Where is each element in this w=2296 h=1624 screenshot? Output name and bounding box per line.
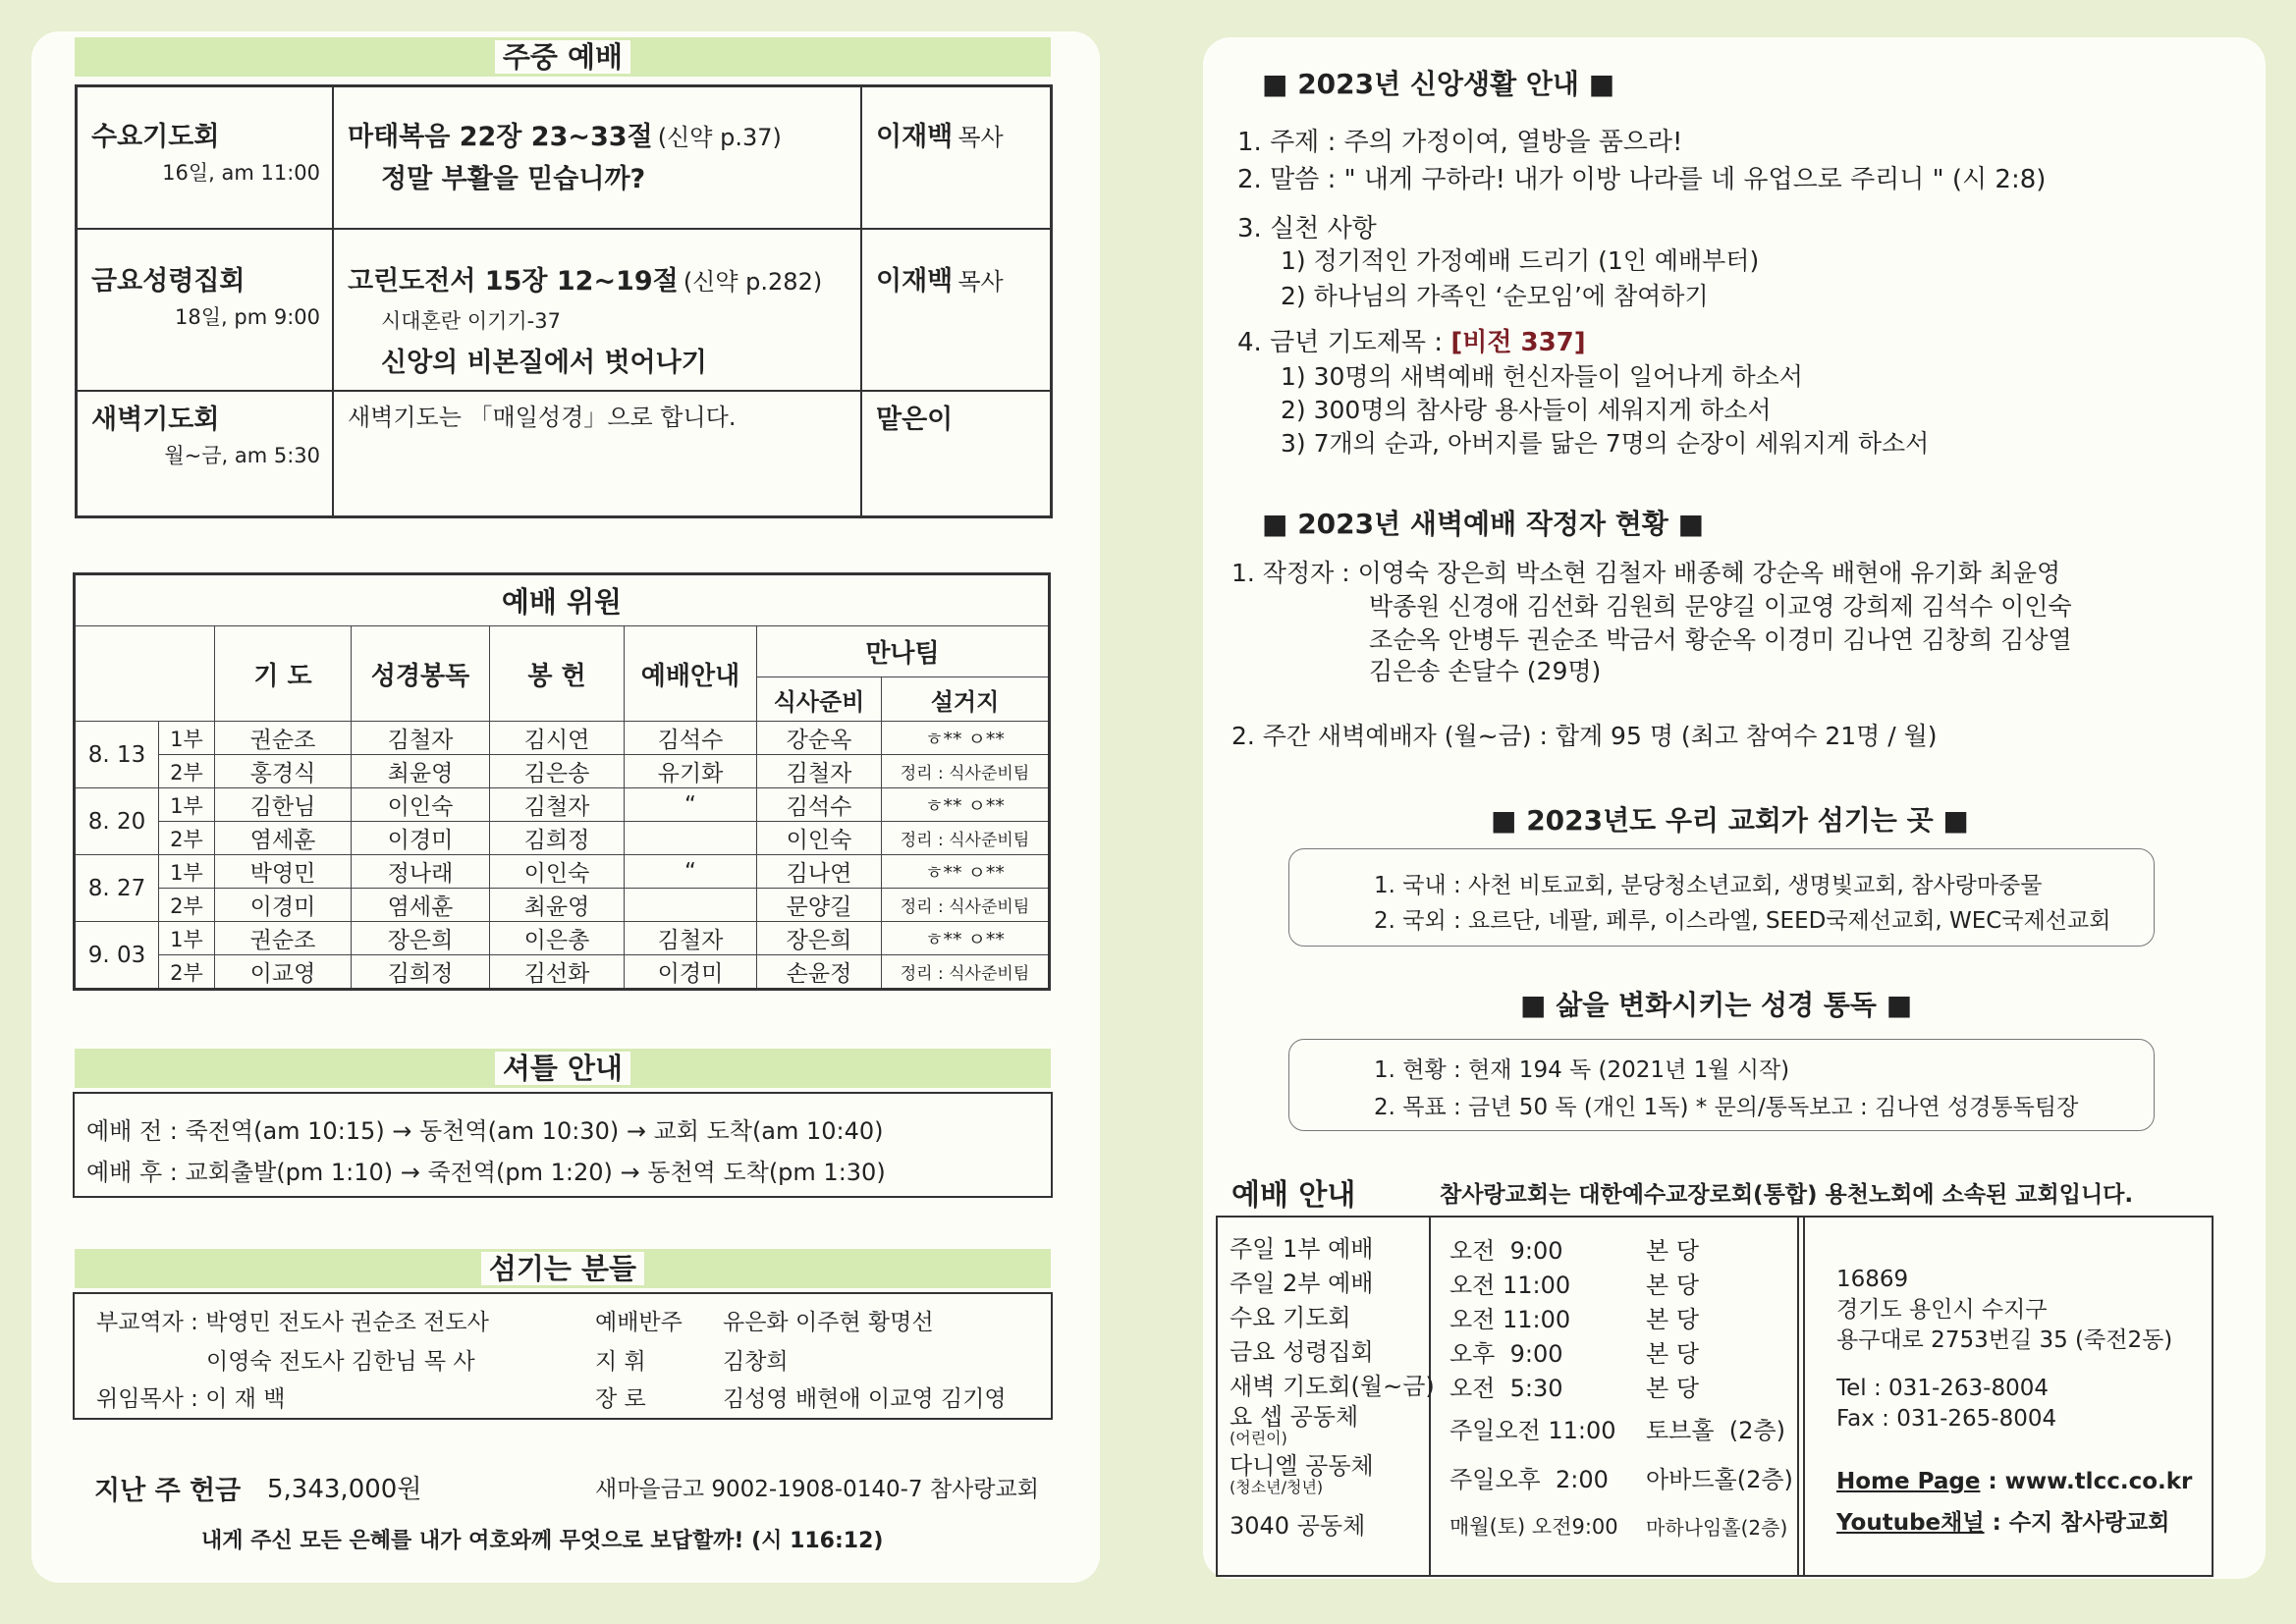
roster-cell-prayer: 박영민: [215, 855, 352, 889]
roster-cell-dishes: 정리 : 식사준비팀: [882, 822, 1050, 855]
roster-part: 2부: [159, 955, 215, 990]
weekly-worship-table: 수요기도회 16일, am 11:00 마태복음 22장 23~33절 (신약 p.37) 정말 부활을 믿습니까? 이재백 목사 금요성령집회 18일, pm 9:00 고린도전서 15장 12~19절 (신약 p.282) 시대혼란 이기기-37 신앙의 비본질에서 벗어나기 이재백 목사 새벽기도회 월~금, am 5:30 새벽기도는 「매일성경」으로 합니다. 맡은이: [75, 84, 1053, 518]
col-dishes: 설거지: [882, 677, 1050, 722]
schedule-place: 아바드홀(2층): [1646, 1465, 1793, 1493]
roster-cell-meal: 김석수: [757, 788, 882, 822]
address-block: [1836, 1265, 2172, 1435]
prayer-goal: 2) 300명의 참사랑 용사들이 세워지게 하소서: [1281, 396, 1772, 424]
service-name: 금요성령집회: [91, 265, 246, 297]
roster-date: 8. 13: [75, 722, 159, 788]
shuttle-after: 예배 후 : 교회출발(pm 1:10) → 죽전역(pm 1:20) → 동천역 도착(pm 1:30): [86, 1159, 886, 1186]
roster-row: [75, 955, 1050, 990]
zip-code: 16869: [1836, 1267, 1909, 1292]
faith-title: ■ 2023년 신앙생활 안내 ■: [1262, 68, 1615, 100]
roster-row: [75, 755, 1050, 788]
schedule-table: [1230, 1231, 1793, 1550]
schedule-name: 수요 기도회: [1230, 1303, 1351, 1331]
schedule-time: 주일오후 2:00: [1449, 1465, 1609, 1493]
dawn-title: ■ 2023년 새벽예배 작정자 현황 ■: [1262, 508, 1705, 540]
vision-tag: [비전 337]: [1450, 328, 1586, 357]
shuttle-box: [73, 1092, 1053, 1198]
info-box: [1216, 1216, 2214, 1577]
affiliation: 참사랑교회는 대한예수교장로회(통합) 용천노회에 소속된 교회입니다.: [1440, 1182, 2134, 1208]
schedule-row: [1230, 1266, 1793, 1300]
roster-cell-prayer: 권순조: [215, 722, 352, 755]
youtube[interactable]: Youtube채널 : 수지 참사랑교회: [1836, 1510, 2170, 1536]
schedule-name: 다니엘 공동체: [1230, 1452, 1374, 1480]
schedule-row: [1230, 1501, 1793, 1550]
roster-cell-dishes: ㅎ** ㅇ**: [882, 788, 1050, 822]
bible-goal: 2. 목표 : 금년 50 독 (개인 1독) * 문의/통독보고 : 김나연 성경통독팀장: [1374, 1095, 2079, 1120]
roster-cell-reading: 이인숙: [352, 788, 490, 822]
roster-cell-reading: 김희정: [352, 955, 490, 990]
roster-cell-usher: [625, 889, 757, 922]
schedule-name: 주일 1부 예배: [1230, 1234, 1374, 1263]
worship-section-header: 주중 예배: [75, 37, 1051, 77]
roster-cell-reading: 염세훈: [352, 889, 490, 922]
practice-item: 1) 정기적인 가정예배 드리기 (1인 예배부터): [1281, 246, 1760, 275]
sermon-title: 정말 부활을 믿습니까?: [381, 164, 646, 194]
roster-cell-usher: 김철자: [625, 922, 757, 955]
dawn-list: 1. 작정자 : 이영숙 장은희 박소현 김철자 배종혜 강순옥 배현애 유기화 최윤영: [1231, 559, 2061, 587]
roster-date: 8. 27: [75, 855, 159, 922]
staff-line: 위임목사 : 이 재 백: [96, 1386, 286, 1412]
schedule-name: 요 셉 공동체: [1230, 1403, 1359, 1431]
roster-cell-prayer: 이경미: [215, 889, 352, 922]
col-prayer: 기 도: [215, 626, 352, 722]
staff-box: [73, 1292, 1053, 1420]
serve-domestic: 1. 국내 : 사천 비토교회, 분당청소년교회, 생명빛교회, 참사랑마중물: [1374, 873, 2043, 898]
roster-cell-meal: 강순옥: [757, 722, 882, 755]
dawn-list: 조순옥 안병두 권순조 박금서 황순옥 이경미 김나연 김창희 김상열: [1369, 625, 2072, 654]
serve-title: ■ 2023년도 우리 교회가 섬기는 곳 ■: [1491, 804, 1969, 837]
schedule-time: 오후 9:00: [1449, 1340, 1563, 1368]
dawn-list: 김은송 손달수 (29명): [1369, 657, 1602, 685]
shuttle-section-header: 셔틀 안내: [75, 1049, 1051, 1088]
staff-line: 이영숙 전도사 김한님 목 사: [206, 1349, 475, 1375]
roster-cell-usher: “: [625, 788, 757, 822]
roster-cell-dishes: ㅎ** ㅇ**: [882, 922, 1050, 955]
roster-cell-offering: 김희정: [490, 822, 625, 855]
roster-part: 1부: [159, 922, 215, 955]
roster-cell-offering: 김선화: [490, 955, 625, 990]
roster-part: 1부: [159, 788, 215, 822]
staff-role: 장 로: [595, 1386, 646, 1412]
roster-cell-prayer: 홍경식: [215, 755, 352, 788]
schedule-place: 본 당: [1646, 1340, 1699, 1368]
sermon-series: 시대혼란 이기기-37: [381, 308, 561, 333]
roster-cell-dishes: ㅎ** ㅇ**: [882, 855, 1050, 889]
schedule-name: 주일 2부 예배: [1230, 1269, 1374, 1297]
schedule-time: 매월(토) 오전9:00: [1449, 1515, 1618, 1539]
roster-part: 1부: [159, 722, 215, 755]
homepage[interactable]: Home Page : www.tlcc.co.kr: [1836, 1469, 2193, 1494]
theme: 1. 주제 : 주의 가정이여, 열방을 품으라!: [1237, 128, 1683, 157]
schedule-place: 본 당: [1646, 1375, 1699, 1402]
roster-cell-reading: 장은희: [352, 922, 490, 955]
service-name: 새벽기도회: [91, 404, 220, 435]
col-usher: 예배안내: [625, 626, 757, 722]
roster-cell-dishes: 정리 : 식사준비팀: [882, 955, 1050, 990]
roster-cell-reading: 김철자: [352, 722, 490, 755]
roster-row: [75, 889, 1050, 922]
schedule-name: 3040 공동체: [1230, 1512, 1366, 1540]
roster-part: 2부: [159, 755, 215, 788]
bible-verse: 내게 주신 모든 은혜를 내가 여호와께 무엇으로 보답할까! (시 116:12): [201, 1529, 884, 1553]
roster-row: [75, 788, 1050, 822]
tel: Tel : 031-263-8004: [1836, 1376, 2049, 1401]
service-time: 월~금, am 5:30: [164, 443, 320, 467]
roster-cell-reading: 이경미: [352, 822, 490, 855]
practice-item: 2) 하나님의 가족인 ‘순모임’에 참여하기: [1281, 282, 1709, 310]
staff-section-header: 섬기는 분들: [75, 1249, 1051, 1288]
schedule-place: 토브홀 (2층): [1646, 1416, 1785, 1444]
roster-cell-offering: 김철자: [490, 788, 625, 822]
schedule-row: [1230, 1403, 1793, 1452]
scripture: 마태복음 22장 23~33절: [348, 122, 653, 152]
bible-title: ■ 삶을 변화시키는 성경 통독 ■: [1520, 989, 1913, 1021]
roster-date: 8. 20: [75, 788, 159, 855]
roster-cell-usher: 유기화: [625, 755, 757, 788]
roster-row: [75, 822, 1050, 855]
staff-role: 지 휘: [595, 1349, 646, 1375]
schedule-row: [1230, 1369, 1793, 1403]
bank-account: 새마을금고 9002-1908-0140-7 참사랑교회: [595, 1477, 1039, 1502]
col-offering: 봉 헌: [490, 626, 625, 722]
roster-table: [73, 572, 1051, 991]
service-name: 수요기도회: [91, 122, 220, 152]
schedule-sub: (어린이): [1230, 1429, 1287, 1447]
roster-cell-offering: 김시연: [490, 722, 625, 755]
roster-cell-meal: 문양길: [757, 889, 882, 922]
schedule-time: 오전 9:00: [1449, 1237, 1563, 1265]
service-time: 16일, am 11:00: [162, 161, 320, 185]
roster-cell-dishes: 정리 : 식사준비팀: [882, 889, 1050, 922]
roster-cell-usher: 이경미: [625, 955, 757, 990]
preacher: 이재백: [876, 265, 954, 297]
roster-cell-dishes: 정리 : 식사준비팀: [882, 755, 1050, 788]
schedule-row: [1230, 1334, 1793, 1369]
offering-amount: 5,343,000원: [267, 1475, 422, 1504]
roster-cell-reading: 정나래: [352, 855, 490, 889]
roster-cell-prayer: 이교영: [215, 955, 352, 990]
divider: [1797, 1218, 1805, 1575]
practice-heading: 3. 실천 사항: [1237, 214, 1377, 244]
staff-role: 예배반주: [595, 1310, 683, 1335]
schedule-place: 본 당: [1646, 1306, 1699, 1333]
roster-row: [75, 922, 1050, 955]
staff-members: 유은화 이주현 황명선: [723, 1310, 934, 1335]
schedule-place: 본 당: [1646, 1272, 1699, 1299]
schedule-time: 주일오전 11:00: [1449, 1416, 1616, 1444]
roster-part: 2부: [159, 889, 215, 922]
offering-label: 지난 주 헌금: [94, 1476, 242, 1506]
schedule-row: [1230, 1452, 1793, 1501]
roster-cell-offering: 이은총: [490, 922, 625, 955]
dawn-note: 새벽기도는 「매일성경」으로 합니다.: [348, 403, 737, 431]
roster-row: [75, 722, 1050, 755]
schedule-place: 본 당: [1646, 1237, 1699, 1265]
roster-cell-prayer: 염세훈: [215, 822, 352, 855]
roster-cell-usher: 김석수: [625, 722, 757, 755]
roster-cell-meal: 김나연: [757, 855, 882, 889]
roster-cell-usher: [625, 822, 757, 855]
roster-cell-reading: 최윤영: [352, 755, 490, 788]
roster-cell-dishes: ㅎ** ㅇ**: [882, 722, 1050, 755]
preacher: 맡은이: [876, 404, 954, 435]
roster-cell-offering: 이인숙: [490, 855, 625, 889]
schedule-time: 오전 11:00: [1449, 1306, 1571, 1333]
serve-overseas: 2. 국외 : 요르단, 네팔, 페루, 이스라엘, SEED국제선교회, WEC국제선교회: [1374, 908, 2111, 934]
roster-title: 예배 위원: [75, 574, 1050, 626]
roster-cell-meal: 장은희: [757, 922, 882, 955]
staff-members: 김성영 배현애 이교영 김기영: [723, 1386, 1007, 1412]
schedule-row: [1230, 1231, 1793, 1266]
prayer-goal: 3) 7개의 순과, 아버지를 닮은 7명의 순장이 세워지게 하소서: [1281, 429, 1930, 458]
serve-box: [1288, 848, 2155, 947]
schedule-name: 새벽 기도회(월~금): [1230, 1372, 1435, 1400]
roster-row: [75, 855, 1050, 889]
schedule-sub: (청소년/청년): [1230, 1478, 1324, 1496]
address: 용구대로 2753번길 35 (죽전2동): [1836, 1327, 2173, 1353]
roster-cell-usher: “: [625, 855, 757, 889]
prayer-heading: 4. 금년 기도제목 : [비전 337]: [1237, 328, 1586, 357]
dawn-list: 박종원 신경애 김선화 김원희 문양길 이교영 강희제 김석수 이인숙: [1369, 592, 2072, 621]
roster-part: 2부: [159, 822, 215, 855]
staff-members: 김창희: [723, 1349, 789, 1375]
sermon-title: 신앙의 비본질에서 벗어나기: [381, 347, 707, 378]
schedule-name: 금요 성령집회: [1230, 1337, 1374, 1366]
info-title: 예배 안내: [1231, 1178, 1356, 1213]
roster-cell-offering: 김은송: [490, 755, 625, 788]
col-reading: 성경봉독: [352, 626, 490, 722]
address: 경기도 용인시 수지구: [1836, 1297, 2048, 1323]
roster-date: 9. 03: [75, 922, 159, 990]
roster-part: 1부: [159, 855, 215, 889]
shuttle-before: 예배 전 : 죽전역(am 10:15) → 동천역(am 10:30) → 교회 도착(am 10:40): [86, 1117, 884, 1145]
dawn-weekly: 2. 주간 새벽예배자 (월~금) : 합계 95 명 (최고 참여수 21명 / 월): [1231, 722, 1938, 750]
staff-line: 부교역자 : 박영민 전도사 권순조 전도사: [96, 1310, 489, 1335]
schedule-place: 마하나임홀(2층): [1646, 1515, 1788, 1540]
bible-box: [1288, 1039, 2155, 1131]
key-verse: 2. 말씀 : " 내게 구하라! 내가 이방 나라를 네 유업으로 주리니 " (시 2:8): [1237, 165, 2047, 194]
prayer-goal: 1) 30명의 새벽예배 헌신자들이 일어나게 하소서: [1281, 362, 1803, 391]
preacher: 이재백: [876, 122, 954, 152]
scripture: 고린도전서 15장 12~19절: [348, 265, 679, 297]
schedule-time: 오전 11:00: [1449, 1272, 1571, 1299]
col-meal: 식사준비: [757, 677, 882, 722]
schedule-time: 오전 5:30: [1449, 1375, 1563, 1402]
roster-cell-prayer: 권순조: [215, 922, 352, 955]
fax: Fax : 031-265-8004: [1836, 1406, 2057, 1432]
roster-cell-meal: 김철자: [757, 755, 882, 788]
roster-cell-meal: 이인숙: [757, 822, 882, 855]
bible-status: 1. 현황 : 현재 194 독 (2021년 1월 시작): [1374, 1057, 1790, 1083]
roster-cell-meal: 손윤정: [757, 955, 882, 990]
col-manna: 만나팀: [757, 626, 1050, 677]
service-time: 18일, pm 9:00: [175, 304, 320, 329]
schedule-row: [1230, 1300, 1793, 1334]
roster-cell-prayer: 김한님: [215, 788, 352, 822]
roster-cell-offering: 최윤영: [490, 889, 625, 922]
